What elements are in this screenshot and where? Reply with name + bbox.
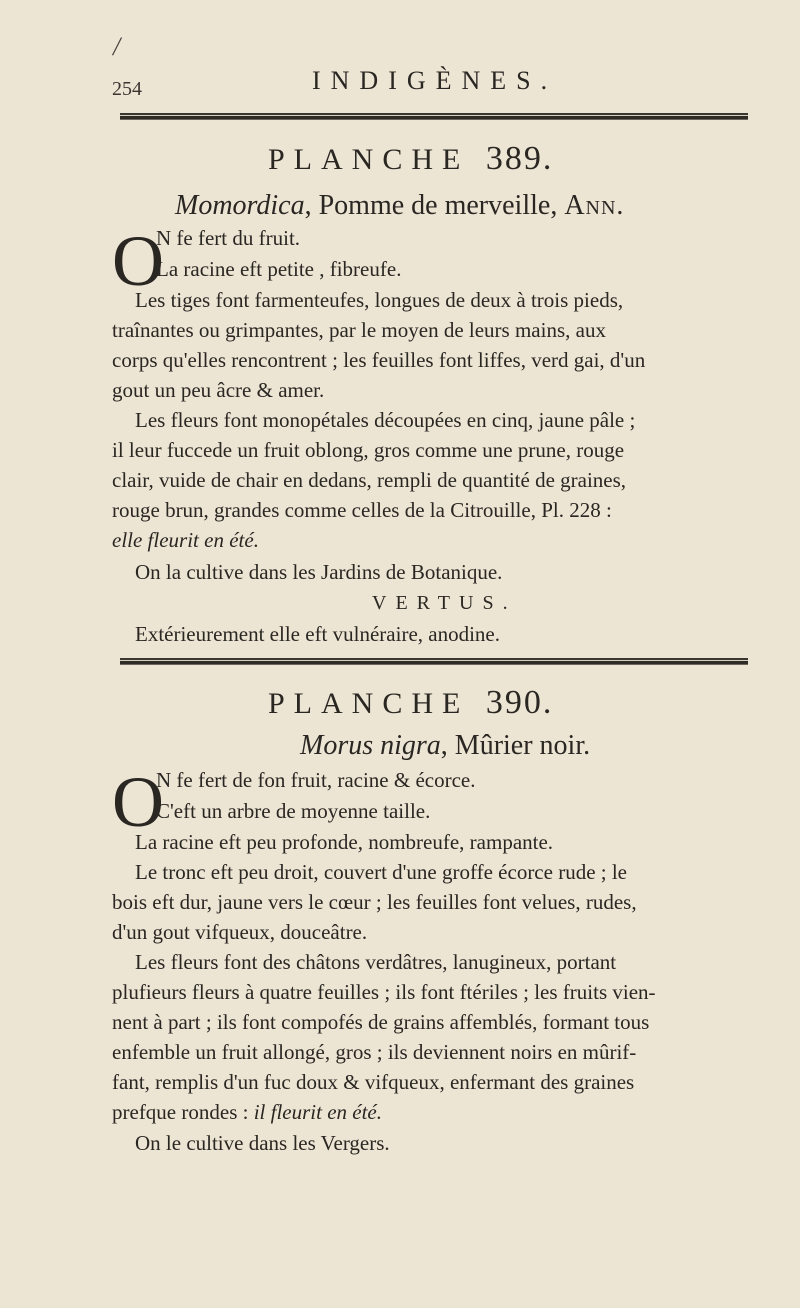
text-line: Extérieurement elle eft vulnéraire, anodine. [135,622,500,646]
plate-heading-word: PLANCHE [268,687,470,720]
text-line: corps qu'elles rencontrent ; les feuilles font liffes, verd gai, d'un [112,348,646,372]
ornamental-rule [120,658,748,665]
text-line: On la cultive dans les Jardins de Botanique. [135,560,503,584]
text-line: rouge brun, grandes comme celles de la Citrouille, Pl. 228 : [112,498,612,522]
plate-heading-word: PLANCHE [268,143,470,176]
text-line: clair, vuide de chair en dedans, rempli de quantité de graines, [112,468,627,492]
text-line-start: prefque rondes : [112,1100,249,1124]
text-line [112,530,259,551]
text-line [112,1102,382,1123]
text-line: On le cultive dans les Vergers. [135,1131,390,1155]
text-line: N fe fert de fon fruit, racine & écorce. [156,768,476,792]
text-line: d'un gout vifqueux, douceâtre. [112,920,368,944]
plate-heading [268,684,553,722]
text-line: traînantes ou grimpantes, par le moyen de leurs mains, aux [112,318,606,342]
plant-common-name: , Pomme de merveille, [304,190,565,221]
text-line: Les fleurs font monopétales découpées en cinq, jaune pâle ; [135,408,636,432]
text-line: plufieurs fleurs à quatre feuilles ; ils font ftériles ; les fruits vien- [112,980,656,1004]
vertus-heading: VERTUS. [372,592,517,614]
text-line: Les fleurs font des châtons verdâtres, lanugineux, portant [135,950,617,974]
drop-cap: O [112,221,164,301]
text-line: enfemble un fruit allongé, gros ; ils deviennent noirs en mûrif- [112,1040,637,1064]
text-line: La racine eft peu profonde, nombreufe, rampante. [135,830,554,854]
flowering-note: il fleurit en été. [253,1100,382,1124]
plant-latin-name: Momordica [175,190,305,221]
plate-heading [268,140,553,178]
page-number: 254 [112,78,142,100]
plate-number: 390. [485,684,554,721]
plate-number: 389. [485,140,554,177]
plant-author: Ann. [564,190,625,221]
plant-common-name: , Mûrier noir. [440,730,591,761]
text-line: il leur fuccede un fruit oblong, gros comme une prune, rouge [112,438,625,462]
text-line: Les tiges font farmenteufes, longues de deux à trois pieds, [135,288,624,312]
text-line: gout un peu âcre & amer. [112,378,325,402]
text-line: nent à part ; ils font compofés de grains affemblés, formant tous [112,1010,650,1034]
flowering-note: elle fleurit en été. [112,528,259,552]
text-line: Le tronc eft peu droit, couvert d'une groffe écorce rude ; le [135,860,628,884]
text-line: fant, remplis d'un fuc doux & vifqueux, enfermant des graines [112,1070,635,1094]
drop-cap: O [112,762,164,842]
plant-name [300,730,590,762]
handwritten-mark: / [113,32,121,61]
text-line: N fe fert du fruit. [156,226,301,250]
ornamental-rule [120,113,748,120]
running-title: INDIGÈNES. [312,66,558,95]
text-line: C'eft un arbre de moyenne taille. [156,799,431,823]
plant-latin-name: Morus nigra [300,730,441,761]
plant-name [175,190,624,222]
text-line: bois eft dur, jaune vers le cœur ; les feuilles font velues, rudes, [112,890,637,914]
text-line: La racine eft petite , fibreufe. [156,257,402,281]
